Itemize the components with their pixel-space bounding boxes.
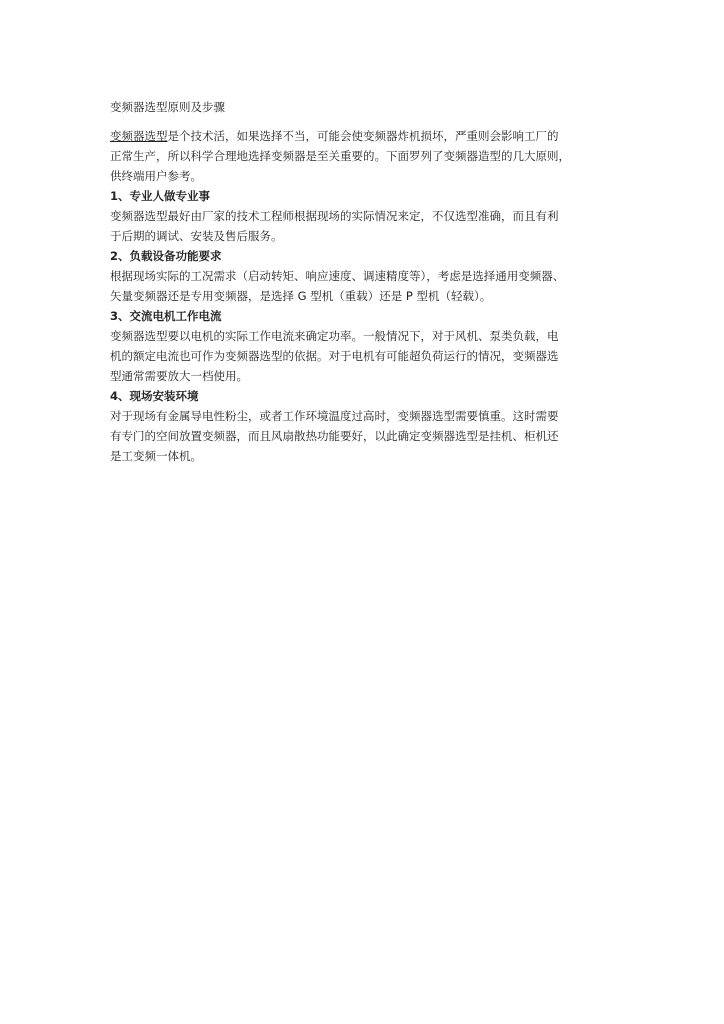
section-2-heading: 2、负载设备功能要求 [110, 249, 222, 263]
section-3-line-2: 机的额定电流也可作为变频器选型的依据。对于电机有可能超负荷运行的情况，变频器选 [110, 349, 559, 363]
section-3 [110, 306, 618, 386]
section-3-heading: 3、交流电机工作电流 [110, 309, 222, 323]
section-2-line-1: 根据现场实际的工况需求（启动转矩、响应速度、调速精度等），考虑是选择通用变频器、 [110, 269, 565, 283]
section-4 [110, 386, 618, 466]
intro-paragraph [110, 126, 618, 186]
section-3-line-3: 型通常需要放大一档使用。 [110, 369, 248, 383]
intro-link[interactable]: 变频器选型 [110, 129, 168, 143]
document-title: 变频器选型原则及步骤 [110, 100, 225, 114]
section-2 [110, 246, 618, 306]
intro-line-1-text: 是个技术活，如果选择不当，可能会使变频器炸机损坏，严重则会影响工厂的 [167, 129, 559, 143]
section-4-heading: 4、现场安装环境 [110, 389, 199, 403]
section-1 [110, 186, 618, 246]
document-page [110, 98, 618, 466]
intro-line-1 [110, 126, 618, 146]
section-3-line-1: 变频器选型要以电机的实际工作电流来确定功率。一般情况下，对于风机、泵类负载，电 [110, 329, 559, 343]
section-1-line-2: 于后期的调试、安装及售后服务。 [110, 229, 283, 243]
section-1-heading: 1、专业人做专业事 [110, 189, 211, 203]
section-4-line-2: 有专门的空间放置变频器，而且风扇散热功能要好，以此确定变频器选型是挂机、柜机还 [110, 429, 559, 443]
intro-line-3: 供终端用户参考。 [110, 169, 202, 183]
section-1-line-1: 变频器选型最好由厂家的技术工程师根据现场的实际情况来定，不仅选型准确，而且有利 [110, 209, 559, 223]
section-4-line-3: 是工变频一体机。 [110, 449, 202, 463]
section-2-line-2: 矢量变频器还是专用变频器，是选择 G 型机（重载）还是 P 型机（轻载）。 [110, 289, 492, 303]
intro-line-2: 正常生产，所以科学合理地选择变频器是至关重要的。下面罗列了变频器造型的几大原则， [110, 149, 570, 163]
section-4-line-1: 对于现场有金属导电性粉尘，或者工作环境温度过高时，变频器选型需要慎重。这时需要 [110, 409, 559, 423]
